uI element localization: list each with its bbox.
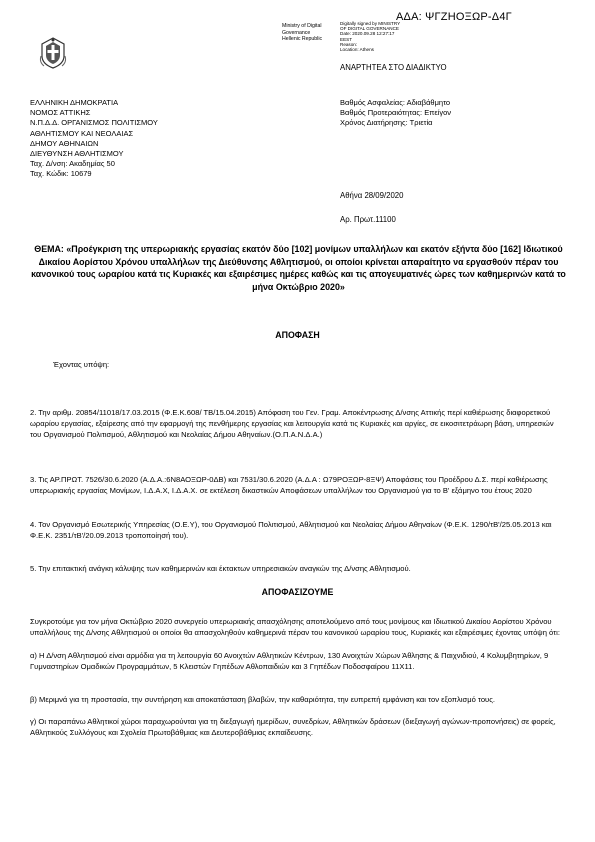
- ministry-line: Ministry of Digital: [282, 23, 322, 29]
- public-notice: ΑΝΑΡΤΗΤΕΑ ΣΤΟ ΔΙΑΔΙΚΤΥΟ: [340, 63, 447, 72]
- signature-line: Reason:: [340, 41, 358, 47]
- ministry-line: Hellenic Republic: [282, 36, 323, 43]
- ministry-line: Governance: [282, 29, 311, 36]
- consideration-paragraph: 3. Τις ΑΡ.ΠΡΩΤ. 7526/30.6.2020 (Α.Δ.Α.:6Ν8ΑΟΞΩΡ-0ΔΒ) και 7531/30.6.2020 (Α.Δ.Α : Ω79ΡΟΞΩΡ-8ΞΨ) Αποφάσεις του Προέδρου Δ.Σ. περί καθιέρωσης υπερωριακής εργασίας Μονίμων, Ι.Δ.Α.Χ, Ι.Δ.Α.Χ. σε εκτέλεση δικαστικών Αποφάσεων υπαλλήλων του Οργανισμού για το Β' εξάμηνο του έτους 2020: [30, 475, 548, 495]
- greek-emblem-icon: [38, 36, 68, 70]
- signature-line: Location: Athens: [340, 47, 374, 53]
- decision-item: α) Η Δ/νση Αθλητισμού είναι αρμόδια για τη λειτουργία 60 Ανοιχτών Αθλητικών Κέντρων, 130 Ανοιχτών Χώρων Άθλησης & Παιχνιδιού, 4 Κολυμβητηρίων, 9 Γυμναστηρίων Ομαδικών Προγραμμάτων, 5 Κλειστών Γηπέδων Αθλοπαιδιών και 3 Γηπέδων Ποδοσφαίρου 11Χ11.: [30, 651, 549, 671]
- digital-signature-block: [340, 21, 410, 52]
- issuer-line: Ταχ. Κώδικ: 10679: [30, 169, 92, 179]
- consideration-paragraph: 4. Τον Οργανισμό Εσωτερικής Υπηρεσίας (Ο.Ε.Υ), του Οργανισμού Πολιτισμού, Αθλητισμού και Νεολαίας Δήμου Αθηναίων (Φ.Ε.Κ. 1290/τΒ'/25.05.2013 και Φ.Ε.Κ. 2351/τΒ'/20.09.2013 τροποποίησή του).: [30, 520, 552, 540]
- decision-item: β) Μεριμνά για τη προστασία, την συντήρηση και αποκατάσταση βλαβών, την καθαριότητα, την ευπρεπή εμφάνιση και τον εξοπλισμό τους.: [30, 695, 495, 704]
- issuer-line: ΔΙΕΥΘΥΝΣΗ ΑΘΛΗΤΙΣΜΟΥ: [30, 149, 124, 159]
- decide-heading: ΑΠΟΦΑΣΙΖΟΥΜΕ: [261, 587, 334, 597]
- considering-label: Έχοντας υπόψη:: [53, 360, 110, 369]
- issuer-line: ΝΟΜΟΣ ΑΤΤΙΚΗΣ: [30, 108, 91, 118]
- issuer-block: [30, 98, 158, 180]
- consideration-paragraph: 5. Την επιτακτική ανάγκη κάλυψης των καθημερινών και έκτακτων υπηρεσιακών αναγκών της Δ/νσης Αθλητισμού.: [30, 564, 411, 573]
- signature-line: OF DIGITAL GOVERNANCE: [340, 26, 399, 32]
- signature-line: Digitally signed by MINISTRY: [340, 21, 401, 26]
- issuer-line: ΑΘΛΗΤΙΣΜΟΥ ΚΑΙ ΝΕΟΛΑΙΑΣ: [30, 128, 134, 138]
- issuer-line: Ταχ. Δ/νση: Ακαδημίας 50: [30, 159, 115, 169]
- retention-time: Χρόνος Διατήρησης: Τριετία: [340, 118, 433, 128]
- priority-level: Βαθμός Προτεραιότητας: Επείγον: [340, 108, 452, 118]
- issuer-line: ΕΛΛΗΝΙΚΗ ΔΗΜΟΚΡΑΤΙΑ: [30, 98, 119, 107]
- place-date: Αθήνα 28/09/2020: [340, 191, 404, 200]
- issuer-line: Ν.Π.Δ.Δ. ΟΡΓΑΝΙΣΜΟΣ ΠΟΛΙΤΙΣΜΟΥ: [30, 118, 158, 128]
- decision-heading: ΑΠΟΦΑΣΗ: [275, 330, 320, 340]
- security-level: Βαθμός Ασφαλείας: Αδιαβάθμητο: [340, 98, 451, 107]
- protocol-number: Αρ. Πρωτ.11100: [340, 215, 396, 224]
- classification-block: [340, 98, 451, 129]
- decision-item: γ) Οι παραπάνω Αθλητικοί χώροι παραχωρούνται για τη διεξαγωγή ημερίδων, συνεδρίων, Αθλητικών δράσεων (διεξαγωγή αγώνων-προπονήσεις) σε φορείς, Αθλητικούς Συλλόγους και Σχολεία Πρωτοβάθμιας και Δευτεροβάθμιας εκπαίδευσης.: [30, 717, 556, 737]
- consideration-paragraph: 2. Την αριθμ. 20854/11018/17.03.2015 (Φ.Ε.Κ.608/ ΤΒ/15.04.2015) Απόφαση του Γεν. Γραμ. Αποκέντρωσης Δ/νσης Αττικής περί καθιέρωσης διαφορετικού ωραρίου εργασίας, εξαίρεσης από την εφαρμογή της πενθήμερης εργασίας και λειτουργία κατά τις Κυριακές και αργίες, σε εικοσιτετράωρη βάση, υπηρεσιών του Οργανισμού Πολιτισμού, Αθλητισμού και Νεολαίας Δήμου Αθηναίων.(Ο.Π.Α.Ν.Δ.Α.): [30, 408, 554, 439]
- issuer-line: ΔΗΜΟΥ ΑΘΗΝΑΙΩΝ: [30, 138, 99, 148]
- decision-intro: Συγκροτούμε για τον μήνα Οκτώβριο 2020 συνεργείο υπερωριακής απασχόλησης αποτελούμενο από τους μονίμους και Ιδιωτικού Δικαίου Αορίστου Χρόνου υπαλλήλους της Δ/νσης Αθλητισμού οι οποίοι θα απασχοληθούν καθημερινά πέραν του κανονικού ωραρίου τους, Κυριακές και εξαιρέσιμες έχοντας υπόψη ότι:: [30, 617, 560, 637]
- ada-code: ΑΔΑ: ΨΓΖΗΟΞΩΡ-Δ4Γ: [396, 11, 512, 23]
- ministry-signature-label: [282, 23, 322, 43]
- signature-line: Date: 2020.09.28 12:27:17: [340, 31, 395, 37]
- subject: ΘΕΜΑ: «Προέγκριση της υπερωριακής εργασίας εκατόν δύο [102] μονίμων υπαλλήλων και εκατόν εξήντα δύο [162] Ιδιωτικού Δικαίου Αορίστου Χρόνου υπαλλήλων της Διεύθυνσης Αθλητισμού, οι οποίοι κρίνεται απαραίτητο να εργασθούν πέραν του κανονικού τους ωραρίου κατά τις Κυριακές και εξαιρέσιμες ημέρες καθώς και τις απογευματινές ώρες των καθημερινών κατά το μήνα Οκτώβριο 2020»: [31, 244, 566, 292]
- signature-line: EEST: [340, 36, 352, 42]
